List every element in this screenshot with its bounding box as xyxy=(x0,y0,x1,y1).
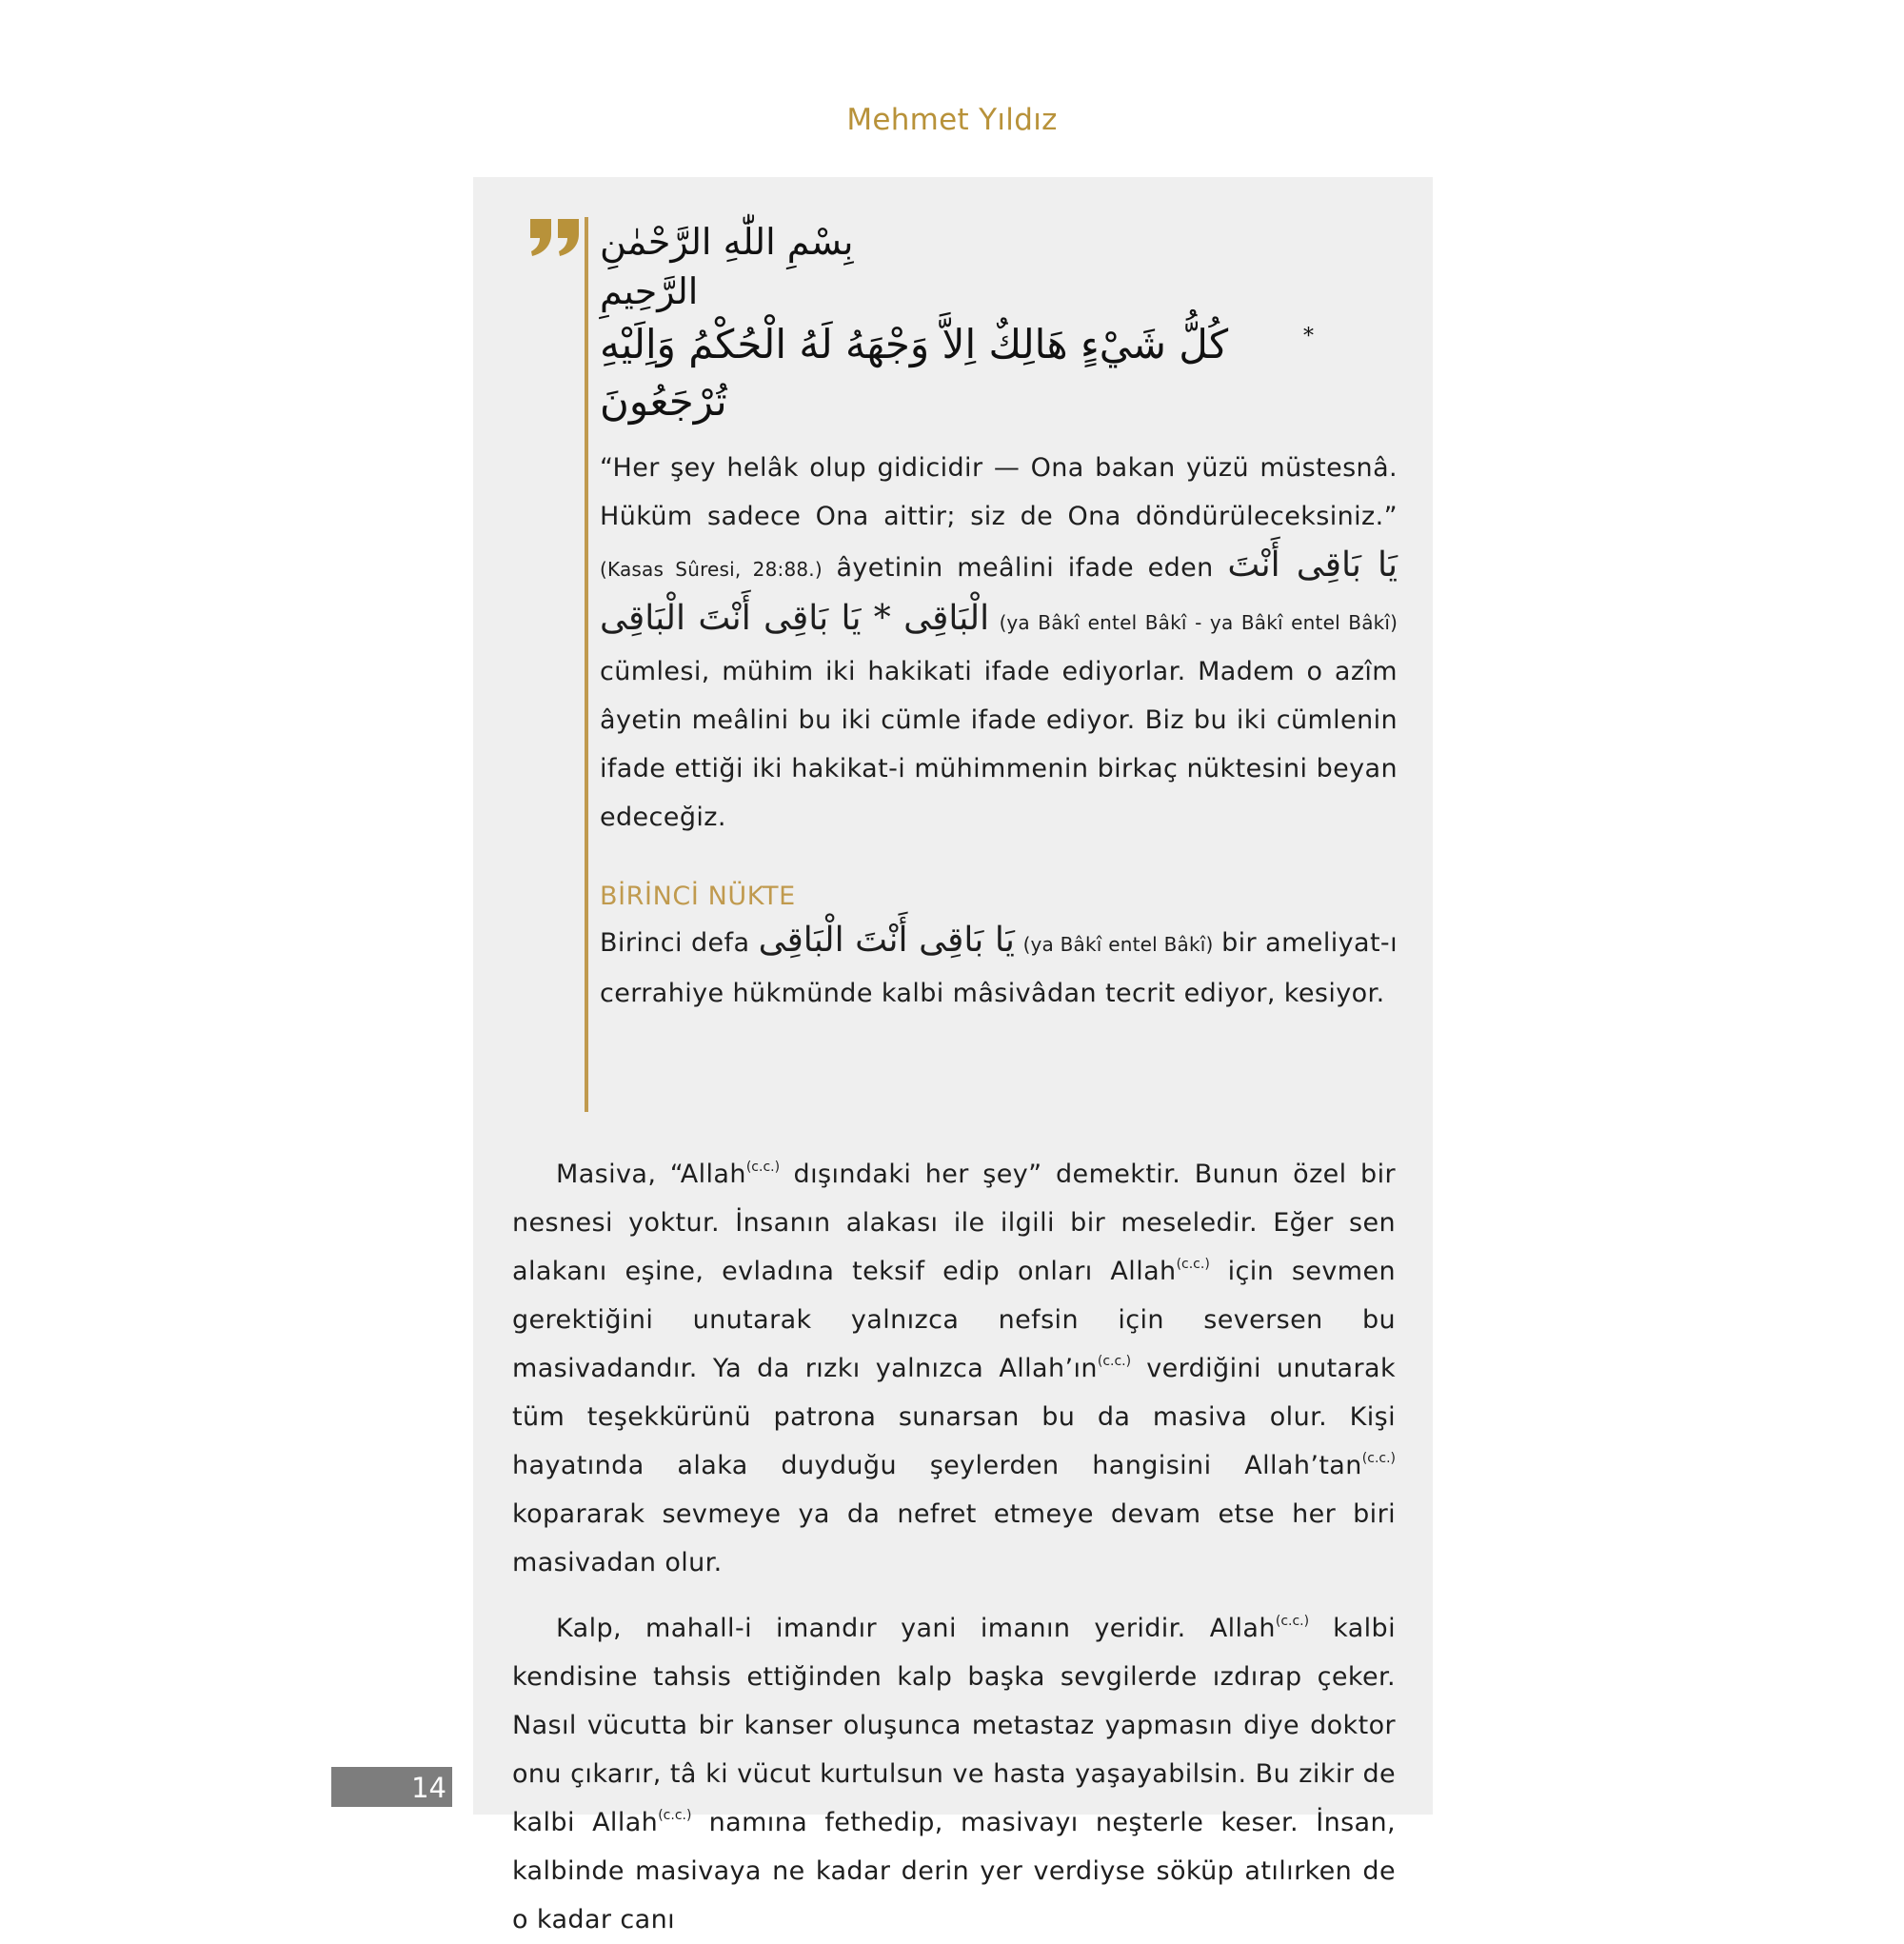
body-paragraph xyxy=(512,1604,1396,1944)
nukte-text: Birinci defa xyxy=(600,928,750,958)
body-paragraph xyxy=(512,1150,1396,1587)
book-page xyxy=(473,177,1433,1934)
ayah-arabic xyxy=(600,316,1314,430)
text-run: verdiğini unutarak tüm teşekkürünü patrona sunarsan bu da masiva olur. Kişi hayatında alaka duyduğu şeylerden hangisini Allah’tan xyxy=(512,1354,1396,1480)
meal-text: “Her şey helâk olup gidicidir — Ona bakan yüzü müstesnâ. Hüküm sadece Ona aittir; siz de Ona döndürüleceksiniz.” xyxy=(600,453,1398,531)
honorific-superscript: (c.c.) xyxy=(1275,1614,1310,1629)
text-run: Kalp, mahall-i imandır yani imanın yeridir. Allah xyxy=(556,1614,1276,1643)
transliteration: (ya Bâkî entel Bâkî - ya Bâkî entel Bâkî) xyxy=(999,611,1398,634)
basmala: بِسْمِ اللّٰهِ الرَّحْمٰنِ الرَّحِيمِ xyxy=(600,221,854,312)
honorific-superscript: (c.c.) xyxy=(1176,1257,1210,1272)
nukte-arabic: يَا بَاقِى أَنْتَ الْبَاقِى xyxy=(758,921,1015,960)
page-number: 14 xyxy=(331,1767,452,1807)
text-run: için sevmen gerektiğini unutarak yalnızca nefsin için seversen bu masivadandır. Ya da rızkı yalnızca Allah’ın xyxy=(512,1257,1396,1383)
text-run: kopararak sevmeye ya da nefret etmeye devam etse her biri masivadan olur. xyxy=(512,1499,1396,1577)
honorific-superscript: (c.c.) xyxy=(658,1808,692,1823)
citation: (Kasas Sûresi, 28:88.) xyxy=(600,558,823,581)
nukte-paragraph xyxy=(600,916,1398,1018)
honorific-superscript: (c.c.) xyxy=(745,1160,781,1175)
text-run: namına fethedip, masivayı neşterle keser. İnsan, kalbinde masivaya ne kadar derin yer verdiyse söküp atılırken de o kadar canı xyxy=(512,1808,1396,1934)
meal-text-2: âyetinin meâlini ifade eden xyxy=(836,553,1214,583)
body-text xyxy=(512,1150,1396,1944)
nukte-transliteration: (ya Bâkî entel Bâkî) xyxy=(1022,933,1214,956)
section-heading: BİRİNCİ NÜKTE xyxy=(600,882,796,911)
text-run: Masiva, “Allah xyxy=(556,1160,746,1189)
ayah-marker: * xyxy=(1303,325,1314,348)
honorific-superscript: (c.c.) xyxy=(1361,1451,1396,1466)
quote-block xyxy=(585,217,1409,1112)
closing-quote-icon xyxy=(528,217,582,257)
nukte-text-2: bir ameliyat-ı cerrahiye hükmünde kalbi mâsivâdan tecrit ediyor, kesiyor. xyxy=(600,928,1398,1008)
quote-meal-paragraph xyxy=(600,444,1398,842)
ayah-text: كُلُّ شَيْءٍ هَالِكٌ اِلاَّ وَجْهَهُ لَهُ الْحُكْمُ وَاِلَيْهِ تُرْجَعُونَ xyxy=(600,321,1229,425)
arabic-phrase: يَا بَاقِى أَنْتَ الْبَاقِى * يَا بَاقِى أَنْتَ الْبَاقِى xyxy=(600,546,1398,638)
honorific-superscript: (c.c.) xyxy=(1097,1354,1132,1369)
running-head-author: Mehmet Yıldız xyxy=(846,103,1058,137)
text-run: kalbi kendisine tahsis ettiğinden kalp başka sevgilerde ızdırap çeker. Nasıl vücutta bir kanser oluşunca metastaz yapmasın diye doktor onu çıkarır, tâ ki vücut kurtulsun ve hasta yaşayabilsin. Bu zikir de kalbi Allah xyxy=(512,1614,1396,1837)
text-run: dışındaki her şey” demektir. Bunun özel bir nesnesi yoktur. İnsanın alakası ile ilgili bir meseledir. Eğer sen alakanı eşine, evladına teksif edip onları Allah xyxy=(512,1160,1396,1286)
meal-text-3: cümlesi, mühim iki hakikati ifade ediyorlar. Madem o azîm âyetin meâlini bu iki cümle ifade ediyor. Biz bu iki cümlenin ifade ettiği iki hakikat-i mühimmenin birkaç nüktesini beyan edeceğiz. xyxy=(600,657,1398,832)
